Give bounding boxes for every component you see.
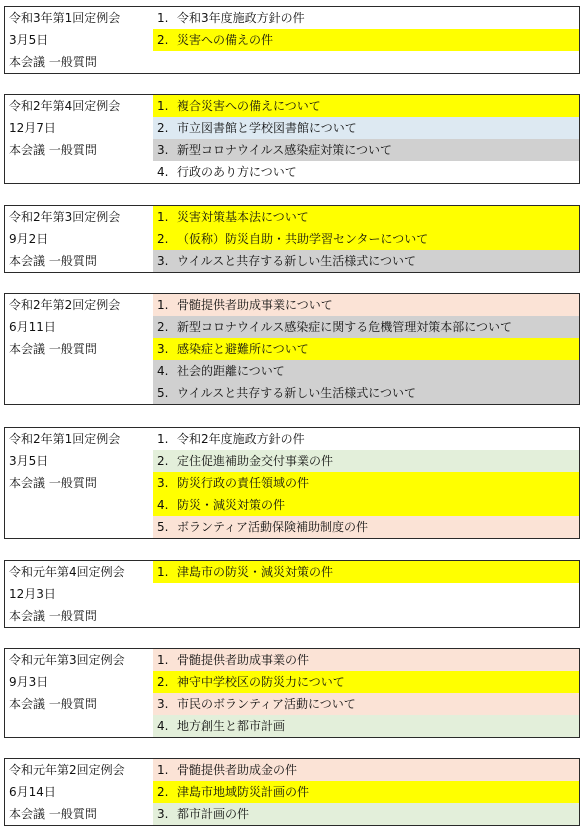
question-text: 市立図書館と学校図書館について <box>177 121 357 135</box>
question-number: 1. <box>157 11 169 25</box>
question-item <box>153 715 579 737</box>
session-title: 令和2年第3回定例会 <box>9 210 121 224</box>
question-number: 5. <box>157 520 169 534</box>
question-item <box>153 360 579 382</box>
session-info <box>5 206 153 272</box>
session-info <box>5 561 153 627</box>
question-item <box>153 338 579 360</box>
question-number: 4. <box>157 719 169 733</box>
question-number: 3. <box>157 143 169 157</box>
question-number: 1. <box>157 99 169 113</box>
question-text: ボランティア活動保険補助制度の件 <box>177 520 369 534</box>
question-number: 2. <box>157 320 169 334</box>
question-text: ウイルスと共存する新しい生活様式について <box>177 254 417 268</box>
question-text: 災害対策基本法について <box>177 210 309 224</box>
question-item <box>153 382 579 404</box>
question-text: 複合災害への備えについて <box>177 99 321 113</box>
question-list <box>153 561 579 583</box>
session-title: 令和元年第3回定例会 <box>9 653 125 667</box>
question-text: 骨髄提供者助成事業の件 <box>177 653 310 667</box>
question-text: 防災行政の責任領域の件 <box>177 476 310 490</box>
question-number: 3. <box>157 254 169 268</box>
question-item <box>153 161 579 183</box>
question-number: 2. <box>157 675 169 689</box>
question-text: 都市計画の件 <box>177 807 250 821</box>
question-item <box>153 649 579 671</box>
question-list <box>153 649 579 737</box>
session-block <box>4 205 580 273</box>
question-list <box>153 294 579 404</box>
session-title: 令和2年第4回定例会 <box>9 99 121 113</box>
question-number: 1. <box>157 298 169 312</box>
session-info <box>5 95 153 161</box>
session-block <box>4 427 580 539</box>
question-item <box>153 117 579 139</box>
session-block <box>4 293 580 405</box>
session-type: 本会議 一般質問 <box>9 476 97 490</box>
question-number: 2. <box>157 785 169 799</box>
question-text: 地方創生と都市計画 <box>177 719 286 733</box>
question-number: 1. <box>157 565 169 579</box>
question-text: 定住促進補助金交付事業の件 <box>177 454 334 468</box>
session-type: 本会議 一般質問 <box>9 807 97 821</box>
session-date: 9月3日 <box>9 675 49 689</box>
question-number: 1. <box>157 763 169 777</box>
question-item <box>153 671 579 693</box>
question-number: 4. <box>157 364 169 378</box>
session-date: 12月3日 <box>9 587 56 601</box>
session-type: 本会議 一般質問 <box>9 609 97 623</box>
session-block <box>4 560 580 628</box>
session-date: 3月5日 <box>9 33 49 47</box>
question-text: ウイルスと共存する新しい生活様式について <box>177 386 417 400</box>
question-text: 市民のボランティア活動について <box>177 697 356 711</box>
question-item <box>153 95 579 117</box>
question-number: 1. <box>157 432 169 446</box>
question-text: 骨髄提供者助成金の件 <box>177 763 298 777</box>
session-title: 令和2年第1回定例会 <box>9 432 121 446</box>
question-number: 5. <box>157 386 169 400</box>
question-item <box>153 29 579 51</box>
question-item <box>153 781 579 803</box>
question-number: 3. <box>157 807 169 821</box>
session-title: 令和2年第2回定例会 <box>9 298 121 312</box>
question-item <box>153 516 579 538</box>
question-item <box>153 494 579 516</box>
session-block <box>4 6 580 74</box>
question-number: 4. <box>157 498 169 512</box>
session-block <box>4 758 580 826</box>
session-date: 3月5日 <box>9 454 49 468</box>
question-item <box>153 139 579 161</box>
question-item <box>153 450 579 472</box>
session-date: 6月11日 <box>9 320 56 334</box>
question-number: 3. <box>157 476 169 490</box>
session-info <box>5 649 153 715</box>
question-text: 行政のあり方について <box>177 165 297 179</box>
question-text: 感染症と避難所について <box>177 342 309 356</box>
question-item <box>153 228 579 250</box>
question-item <box>153 206 579 228</box>
question-number: 3. <box>157 697 169 711</box>
session-title: 令和元年第2回定例会 <box>9 763 125 777</box>
session-info <box>5 759 153 825</box>
question-text: 災害への備えの件 <box>177 33 274 47</box>
question-number: 3. <box>157 342 169 356</box>
question-item <box>153 250 579 272</box>
question-item <box>153 316 579 338</box>
question-number: 2. <box>157 232 169 246</box>
question-number: 1. <box>157 653 169 667</box>
session-date: 6月14日 <box>9 785 56 799</box>
question-number: 2. <box>157 33 169 47</box>
question-list <box>153 428 579 538</box>
question-item <box>153 472 579 494</box>
question-item <box>153 294 579 316</box>
question-text: 防災・減災対策の件 <box>177 498 286 512</box>
question-item <box>153 693 579 715</box>
question-text: 新型コロナウイルス感染症対策について <box>177 143 393 157</box>
session-date: 12月7日 <box>9 121 56 135</box>
session-title: 令和3年第1回定例会 <box>9 11 121 25</box>
question-item <box>153 7 579 29</box>
question-list <box>153 206 579 272</box>
question-text: 新型コロナウイルス感染症に関する危機管理対策本部について <box>177 320 513 334</box>
question-text: （仮称）防災自助・共助学習センターについて <box>177 232 429 246</box>
question-number: 4. <box>157 165 169 179</box>
question-list <box>153 759 579 825</box>
question-list <box>153 95 579 183</box>
question-text: 令和3年度施政方針の件 <box>177 11 305 25</box>
question-text: 神守中学校区の防災力について <box>177 675 345 689</box>
session-type: 本会議 一般質問 <box>9 254 97 268</box>
question-item <box>153 428 579 450</box>
session-block <box>4 648 580 738</box>
question-list <box>153 7 579 51</box>
question-text: 令和2年度施政方針の件 <box>177 432 305 446</box>
question-text: 津島市地域防災計画の件 <box>177 785 310 799</box>
question-text: 津島市の防災・減災対策の件 <box>177 565 334 579</box>
question-item <box>153 803 579 825</box>
session-info <box>5 7 153 73</box>
session-type: 本会議 一般質問 <box>9 55 97 69</box>
session-info <box>5 294 153 360</box>
question-item <box>153 759 579 781</box>
session-type: 本会議 一般質問 <box>9 143 97 157</box>
session-type: 本会議 一般質問 <box>9 697 97 711</box>
question-text: 骨髄提供者助成事業について <box>177 298 333 312</box>
session-date: 9月2日 <box>9 232 49 246</box>
session-info <box>5 428 153 494</box>
question-number: 2. <box>157 454 169 468</box>
session-block <box>4 94 580 184</box>
question-item <box>153 561 579 583</box>
question-text: 社会的距離について <box>177 364 285 378</box>
question-number: 2. <box>157 121 169 135</box>
question-number: 1. <box>157 210 169 224</box>
session-title: 令和元年第4回定例会 <box>9 565 125 579</box>
session-type: 本会議 一般質問 <box>9 342 97 356</box>
